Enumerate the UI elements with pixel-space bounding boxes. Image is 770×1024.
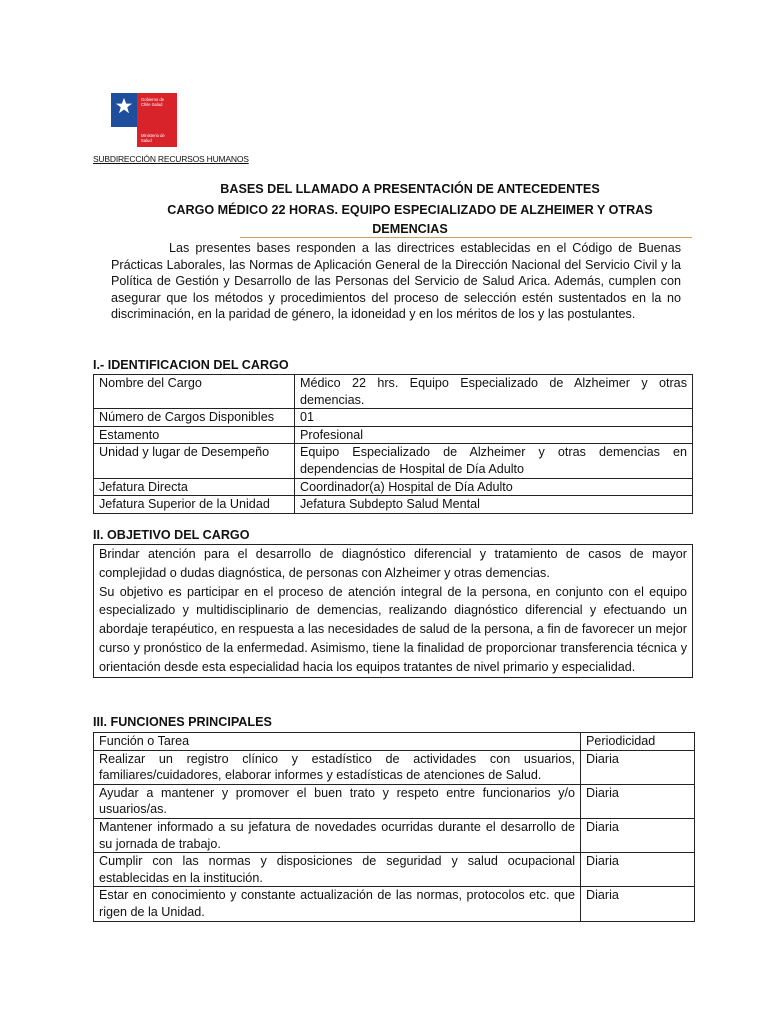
column-header-task: Función o Tarea [94,733,581,751]
task-cell: Ayudar a mantener y promover el buen trato y respeto entre funcionarios y/o usuarios/as. [94,784,581,818]
identificacion-table [93,374,693,514]
table-row [94,496,693,514]
objetivo-paragraph-1: Brindar atención para el desarrollo de diagnóstico diferencial y tratamiento de casos de mayor complejidad o dudas diagnóstica, de personas con Alzheimer y otras demencias. [99,547,687,580]
table-row [94,887,695,921]
objetivo-box [93,544,693,678]
value-cell: Coordinador(a) Hospital de Día Adulto [295,478,693,496]
label-cell: Estamento [94,426,295,444]
table-row [94,784,695,818]
intro-paragraph: Las presentes bases responden a las directrices establecidas en el Código de Buenas Prácticas Laborales, las Normas de Aplicación General de la Dirección Nacional del Servicio Civil y la Política de Gestión y Desarrollo de las Personas del Servicio de Salud Arica. Además, cumplen con asegurar que los métodos y procedimientos del proceso de selección estén sustentados en la no discriminación, en la paridad de género, la idoneidad y en los méritos de los y las postulantes. [111,241,681,322]
table-row [94,478,693,496]
period-cell: Diaria [581,853,695,887]
value-cell: Jefatura Subdepto Salud Mental [295,496,693,514]
title-divider [240,237,692,238]
subdireccion-label: SUBDIRECCIÓN RECURSOS HUMANOS [93,154,249,164]
section-heading-funciones: III. FUNCIONES PRINCIPALES [93,715,272,729]
table-row [94,444,693,478]
task-cell: Realizar un registro clínico y estadístico de actividades con usuarios, familiares/cuidadores, elaborar informes y estadísticas de atenciones de Salud. [94,750,581,784]
table-row [94,375,693,409]
value-cell: Profesional [295,426,693,444]
objetivo-paragraph-2: Su objetivo es participar en el proceso de atención integral de la persona, en conjunto con el equipo especializado y multidisciplinario de demencias, realizando diagnóstico diferencial y efectuando un abordaje terapéutico, en respuesta a las necesidades de salud de la persona, a fin de favorecer un mejor curso y pronóstico de la enfermedad. Asimismo, tiene la finalidad de proporcionar transferencia técnica y orientación desde esta especialidad hacia los equipos tratantes de nivel primario y especialidad. [99,584,687,674]
period-cell: Diaria [581,887,695,921]
label-cell: Número de Cargos Disponibles [94,409,295,427]
label-cell: Jefatura Directa [94,478,295,496]
task-cell: Estar en conocimiento y constante actualización de las normas, protocolos etc. que rigen de la Unidad. [94,887,581,921]
period-cell: Diaria [581,784,695,818]
label-cell: Jefatura Superior de la Unidad [94,496,295,514]
label-cell: Nombre del Cargo [94,375,295,409]
table-row [94,750,695,784]
table-row [94,853,695,887]
label-cell: Unidad y lugar de Desempeño [94,444,295,478]
table-row [94,426,693,444]
period-cell: Diaria [581,818,695,852]
period-cell: Diaria [581,750,695,784]
funciones-table [93,732,695,922]
task-cell: Cumplir con las normas y disposiciones de seguridad y salud ocupacional establecidas en la institución. [94,853,581,887]
value-cell: 01 [295,409,693,427]
section-heading-identificacion: I.- IDENTIFICACION DEL CARGO [93,358,289,372]
table-row [94,818,695,852]
document-title-line-1: BASES DEL LLAMADO A PRESENTACIÓN DE ANTECEDENTES [220,182,600,196]
logo-top-text: Gobierno de Chile Salud [141,97,165,107]
table-row [94,409,693,427]
value-cell: Médico 22 hrs. Equipo Especializado de Alzheimer y otras demencias. [295,375,693,409]
ministry-logo [111,93,177,147]
table-header-row [94,733,695,751]
document-title-line-3: DEMENCIAS [372,222,448,236]
document-title-line-2: CARGO MÉDICO 22 HORAS. EQUIPO ESPECIALIZADO DE ALZHEIMER Y OTRAS [167,203,653,217]
column-header-period: Periodicidad [581,733,695,751]
task-cell: Mantener informado a su jefatura de novedades ocurridas durante el desarrollo de su jornada de trabajo. [94,818,581,852]
logo-blue-block [111,93,137,127]
section-heading-objetivo: II. OBJETIVO DEL CARGO [93,528,250,542]
value-cell: Equipo Especializado de Alzheimer y otras demencias en dependencias de Hospital de Día Adulto [295,444,693,478]
logo-bottom-text: Ministerio de Salud [141,133,165,143]
logo-white-block [111,127,137,147]
star-icon [115,97,133,115]
